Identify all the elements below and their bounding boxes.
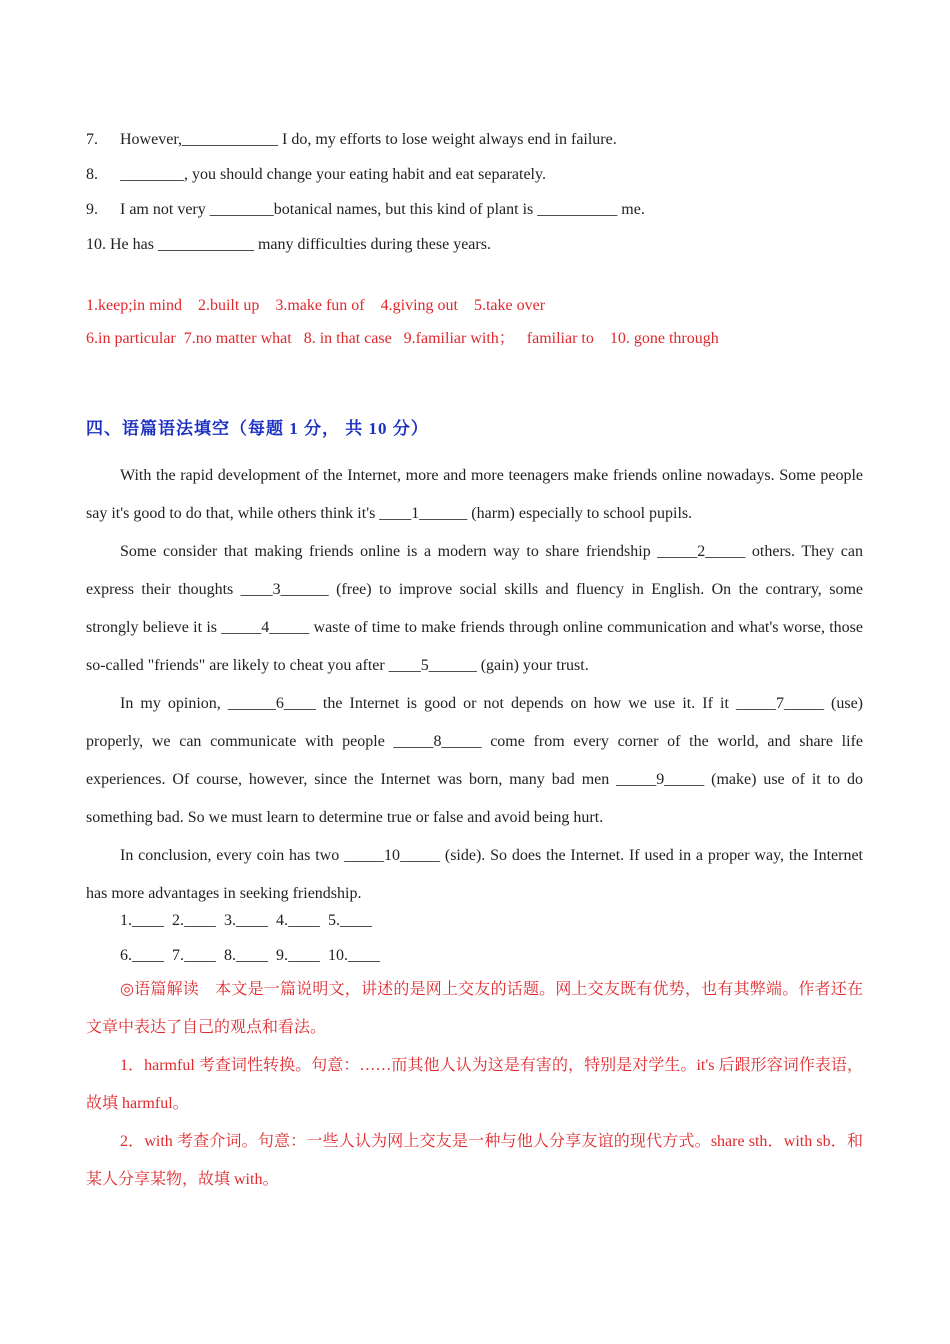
question-text: 10. He has ____________ many difficulties during these years.	[86, 236, 491, 253]
answer-blanks-row-1: 1.____ 2.____ 3.____ 4.____ 5.____	[120, 912, 372, 929]
answer-key-line-1: 1.keep;in mind 2.built up 3.make fun of 4.giving out 5.take over	[86, 297, 546, 314]
question-number: 8.	[86, 166, 98, 183]
question-7	[86, 130, 617, 150]
passage-paragraph-3: In my opinion, ______6____ the Internet is good or not depends on how we use it. If it _____7_____ (use) properly, we can communicate with people _____8_____ come from every corner of the world, and share life experiences. Of course, however, since the Internet was born, many bad men _____9_____ (make) use of it to do something bad. So we must learn to determine true or false and avoid being hurt.	[86, 695, 863, 826]
question-text: I am not very ________botanical names, but this kind of plant is __________ me.	[120, 201, 645, 218]
passage-paragraph-4: In conclusion, every coin has two _____10_____ (side). So does the Internet. If used in a proper way, the Internet has more advantages in seeking friendship.	[86, 847, 863, 902]
passage	[86, 457, 863, 913]
question-number: 7.	[86, 131, 98, 148]
question-8	[86, 165, 546, 185]
explanation-intro: ◎语篇解读 本文是一篇说明文，讲述的是网上交友的话题。网上交友既有优势，也有其弊端。作者还在文章中表达了自己的观点和看法。	[86, 981, 863, 1036]
question-text: ________, you should change your eating habit and eat separately.	[120, 166, 546, 183]
passage-paragraph-2: Some consider that making friends online is a modern way to share friendship _____2_____ others. They can express their thoughts ____3______ (free) to improve social skills and fluency in English. On the contrary, some strongly believe it is _____4_____ waste of time to make friends through online communication and what's worse, those so-called "friends" are likely to cheat you after ____5______ (gain) your trust.	[86, 543, 863, 674]
question-9	[86, 200, 645, 220]
explanation-item-2: 2．with 考查介词。句意：一些人认为网上交友是一种与他人分享友谊的现代方式。share sth．with sb．和某人分享某物，故填 with。	[86, 1133, 863, 1188]
explanation	[86, 971, 863, 1199]
answer-blanks-row-2: 6.____ 7.____ 8.____ 9.____ 10.____	[120, 947, 380, 964]
answer-key-line-2: 6.in particular 7.no matter what 8. in that case 9.familiar with； familiar to 10. gone through	[86, 330, 719, 347]
passage-paragraph-1: With the rapid development of the Internet, more and more teenagers make friends online nowadays. Some people say it's good to do that, while others think it's ____1______ (harm) especially to school pupils.	[86, 467, 863, 522]
question-text: However,____________ I do, my efforts to lose weight always end in failure.	[120, 131, 617, 148]
question-10	[86, 235, 491, 255]
explanation-item-1: 1．harmful 考查词性转换。句意：……而其他人认为这是有害的，特别是对学生。it's 后跟形容词作表语，故填 harmful。	[86, 1057, 863, 1112]
question-number: 9.	[86, 201, 98, 218]
section-heading: 四、语篇语法填空（每题 1 分， 共 10 分）	[86, 419, 429, 438]
